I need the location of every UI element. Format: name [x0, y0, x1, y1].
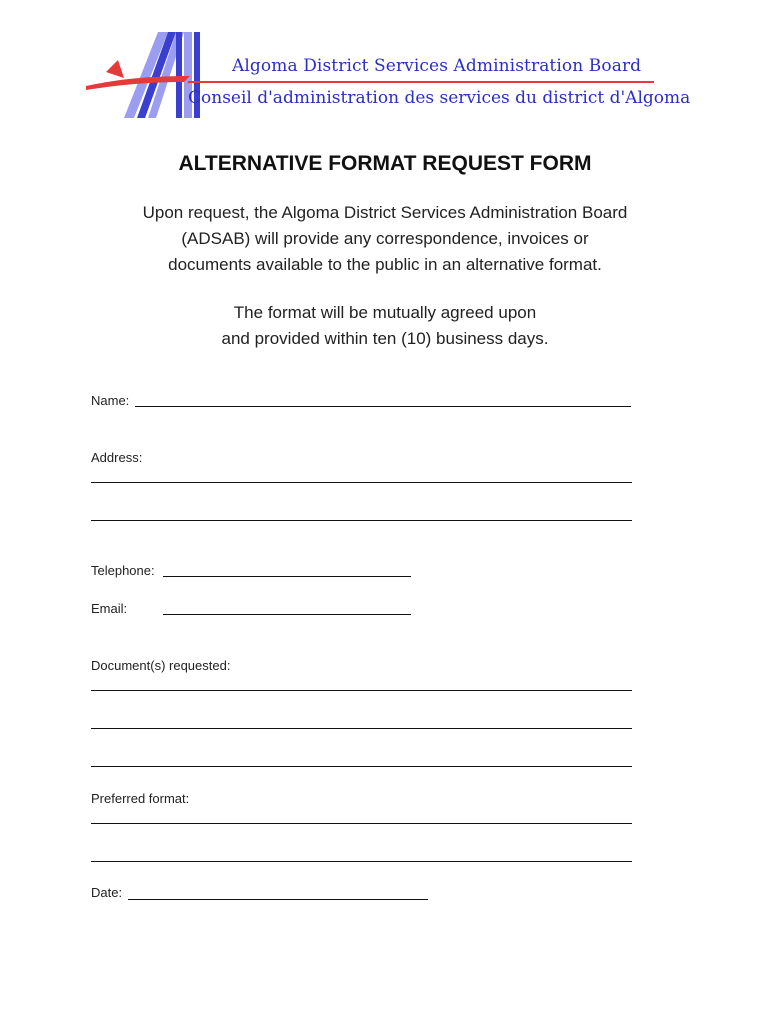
address-field-line-2[interactable] — [91, 520, 632, 521]
documents-requested-line-1[interactable] — [91, 690, 632, 691]
intro-text — [60, 200, 710, 352]
logo-flag — [106, 60, 124, 78]
intro-paragraph-1 — [60, 200, 710, 278]
documents-requested-line-3[interactable] — [91, 766, 632, 767]
intro-line: and provided within ten (10) business days. — [221, 329, 549, 348]
address-label: Address: — [91, 450, 143, 465]
intro-paragraph-2 — [60, 300, 710, 352]
date-label: Date: — [91, 885, 123, 900]
email-field[interactable] — [163, 614, 411, 615]
date-field[interactable] — [128, 899, 428, 900]
org-name-french: Conseil d'administration des services du district d'Algoma — [188, 88, 691, 108]
documents-requested-line-2[interactable] — [91, 728, 632, 729]
preferred-format-line-2[interactable] — [91, 861, 632, 862]
address-field-line-1[interactable] — [91, 482, 632, 483]
email-label: Email: — [91, 601, 128, 616]
preferred-format-line-1[interactable] — [91, 823, 632, 824]
intro-line: documents available to the public in an alternative format. — [168, 255, 602, 274]
intro-line: The format will be mutually agreed upon — [233, 303, 537, 322]
org-name-english: Algoma District Services Administration Board — [232, 56, 642, 76]
adsab-logo-icon — [84, 24, 214, 124]
telephone-field[interactable] — [163, 576, 411, 577]
intro-line: (ADSAB) will provide any correspondence, invoices or — [181, 229, 589, 248]
logo-bar-1 — [176, 32, 182, 118]
name-label: Name: — [91, 393, 130, 408]
name-field[interactable] — [135, 406, 631, 407]
intro-line: Upon request, the Algoma District Services Administration Board — [142, 203, 628, 222]
telephone-label: Telephone: — [91, 563, 155, 578]
form-title: ALTERNATIVE FORMAT REQUEST FORM — [178, 152, 592, 175]
header-divider — [188, 81, 654, 83]
preferred-format-label: Preferred format: — [91, 791, 190, 806]
documents-requested-label: Document(s) requested: — [91, 658, 231, 673]
